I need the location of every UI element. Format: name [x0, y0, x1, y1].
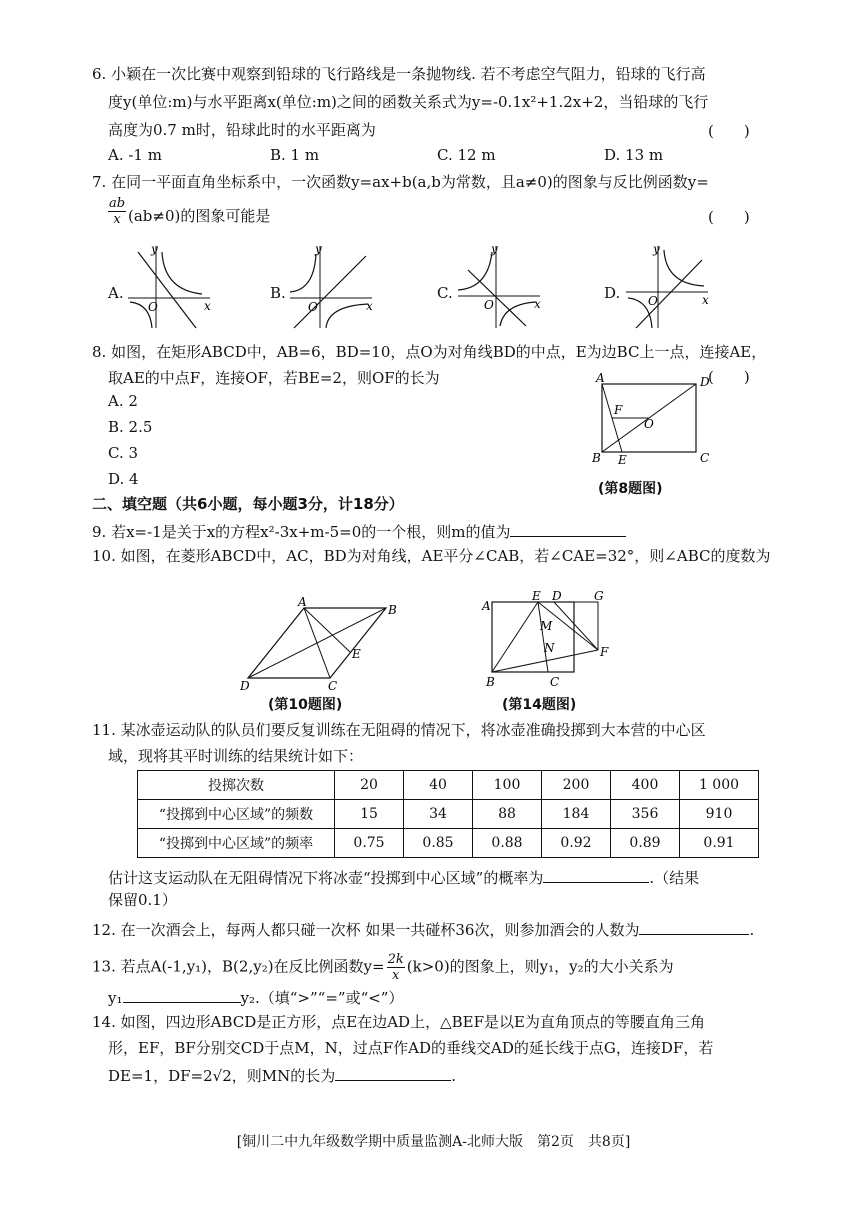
- q6-option-c: C. 12 m: [437, 146, 496, 164]
- svg-text:x: x: [534, 297, 541, 311]
- svg-text:y: y: [491, 242, 498, 256]
- table-cell: 356: [611, 800, 680, 829]
- table-cell: 15: [335, 800, 404, 829]
- q7-line2: (ab≠0)的图象可能是: [128, 207, 271, 225]
- q7-graph-a: [124, 240, 214, 332]
- q13-fraction-den: x: [392, 968, 400, 983]
- q10-figure: [238, 596, 398, 692]
- svg-text:x: x: [204, 299, 211, 313]
- q11-line2: 域，现将其平时训练的结果统计如下：: [108, 747, 364, 765]
- q13-line1: [92, 952, 674, 983]
- svg-text:C: C: [550, 675, 560, 689]
- svg-text:y: y: [315, 242, 322, 256]
- q14-line1: 14. 如图，四边形ABCD是正方形，点E在边AD上，△BEF是以E为直角顶点的等腰直角三角: [92, 1013, 705, 1031]
- q8-option-c: C. 3: [108, 444, 139, 462]
- svg-text:O: O: [648, 294, 658, 308]
- svg-text:D: D: [552, 589, 562, 603]
- table-cell: “投掷到中心区域”的频率: [138, 829, 335, 858]
- table-cell: 910: [680, 800, 759, 829]
- q12-text: 12. 在一次酒会上，每两人都只碰一次杯 如果一共碰杯36次，则参加酒会的人数为 .: [92, 918, 754, 940]
- q11-note: .（结果: [649, 869, 700, 887]
- q8-option-b: B. 2.5: [108, 418, 153, 436]
- table-cell: 88: [473, 800, 542, 829]
- q7-option-d: D.: [604, 284, 621, 302]
- svg-text:O: O: [484, 298, 494, 312]
- q11-blank: [543, 866, 649, 883]
- table-cell: 0.88: [473, 829, 542, 858]
- table-cell: 投掷次数: [138, 771, 335, 800]
- table-cell: 40: [404, 771, 473, 800]
- q14-line2: 形，EF，BF分别交CD于点M，N，过点F作AD的垂线交AD的延长线于点G，连接DF，若: [108, 1039, 714, 1057]
- svg-text:B: B: [486, 675, 495, 689]
- q10-caption: (第10题图): [268, 697, 343, 713]
- svg-text:B: B: [592, 451, 601, 465]
- q6-line2: 度y(单位:m)与水平距离x(单位:m)之间的函数关系式为y=-0.1x²+1.2x+2，当铅球的飞行: [108, 93, 709, 111]
- table-cell: 20: [335, 771, 404, 800]
- q7-option-c: C.: [437, 284, 453, 302]
- q14-stem: DE=1，DF=2√2，则MN的长为: [108, 1067, 336, 1085]
- table-cell: 1 000: [680, 771, 759, 800]
- q7-line1: 7. 在同一平面直角坐标系中，一次函数y=ax+b(a,b为常数，且a≠0)的图象与反比例函数y=: [92, 173, 709, 191]
- q7-option-b: B.: [270, 284, 286, 302]
- svg-text:B: B: [388, 603, 397, 617]
- q13-y2-note: y₂.（填“>”“=”或“<”）: [240, 989, 404, 1007]
- q11-stem: 估计这支运动队在无阻碍情况下将冰壶“投掷到中心区域”的概率为: [108, 869, 544, 887]
- q9-blank: [510, 520, 626, 537]
- q7-option-a: A.: [108, 284, 124, 302]
- svg-text:F: F: [614, 403, 623, 417]
- q10-line1: 10. 如图，在菱形ABCD中，AC，BD为对角线，AE平分∠CAB，若∠CAE=32°，则∠ABC的度数为: [92, 547, 771, 565]
- q9-stem: 9. 若x=-1是关于x的方程x²-3x+m-5=0的一个根，则m的值为: [92, 523, 511, 541]
- q6-option-b: B. 1 m: [270, 146, 320, 164]
- q13-stem-a: 13. 若点A(-1,y₁)，B(2,y₂)在反比例函数y=: [92, 957, 385, 976]
- q8-option-d: D. 4: [108, 470, 139, 488]
- q14-figure: [480, 588, 620, 692]
- svg-text:D: D: [700, 375, 710, 389]
- q8-answer-paren: ( ): [708, 368, 750, 386]
- svg-text:x: x: [366, 299, 373, 313]
- svg-text:C: C: [328, 679, 338, 693]
- table-cell: 34: [404, 800, 473, 829]
- q7-fraction-num: ab: [109, 196, 126, 211]
- table-cell: 184: [542, 800, 611, 829]
- table-cell: “投掷到中心区域”的频数: [138, 800, 335, 829]
- svg-text:M: M: [540, 619, 553, 633]
- q12-blank: [639, 918, 749, 935]
- q9-text: [92, 520, 626, 542]
- svg-text:A: A: [298, 595, 307, 609]
- svg-text:N: N: [544, 641, 555, 655]
- svg-text:O: O: [644, 417, 654, 431]
- table-cell: 0.92: [542, 829, 611, 858]
- q8-caption: (第8题图): [598, 481, 663, 497]
- q7-graph-b: [286, 240, 376, 332]
- table-cell: 100: [473, 771, 542, 800]
- q14-blank: [335, 1064, 451, 1081]
- svg-text:O: O: [148, 300, 158, 314]
- q6-option-d: D. 13 m: [604, 146, 664, 164]
- q12-stem: 12. 在一次酒会上，每两人都只碰一次杯 如果一共碰杯36次，则参加酒会的人数为: [92, 921, 640, 939]
- svg-text:A: A: [482, 599, 491, 613]
- q8-line1: 8. 如图，在矩形ABCD中，AB=6，BD=10，点O为对角线BD的中点，E为边BC上一点，连接AE，: [92, 343, 767, 361]
- q7-graph-d: [622, 240, 712, 332]
- q11-line1: 11. 某冰壶运动队的队员们要反复训练在无阻碍的情况下，将冰壶准确投掷到大本营的中心区: [92, 721, 706, 739]
- svg-text:E: E: [352, 647, 361, 661]
- svg-text:E: E: [532, 589, 541, 603]
- table-cell: 0.85: [404, 829, 473, 858]
- q6-answer-paren: ( ): [708, 122, 750, 140]
- svg-text:y: y: [653, 242, 660, 256]
- table-cell: 200: [542, 771, 611, 800]
- q14-caption: (第14题图): [502, 697, 577, 713]
- svg-text:G: G: [594, 589, 604, 603]
- q13-y1: y₁: [108, 989, 123, 1007]
- q7-graph-c: [454, 240, 544, 332]
- svg-text:E: E: [618, 453, 627, 467]
- svg-text:C: C: [700, 451, 710, 465]
- svg-text:D: D: [240, 679, 250, 693]
- q11-frequency-table: [137, 770, 759, 858]
- svg-text:x: x: [702, 293, 709, 307]
- table-row: [138, 829, 759, 858]
- q13-stem-b: (k>0)的图象上，则y₁，y₂的大小关系为: [406, 957, 674, 976]
- q8-figure: [588, 370, 708, 470]
- page-footer: [铜川二中九年级数学期中质量监测A-北师大版 第2页 共8页]: [236, 1134, 631, 1150]
- q6-option-a: A. -1 m: [108, 146, 162, 164]
- svg-text:y: y: [151, 242, 158, 256]
- q11-line4: 保留0.1）: [108, 891, 177, 909]
- q7-fraction-den: x: [113, 212, 121, 227]
- q14-line3: DE=1，DF=2√2，则MN的长为 .: [108, 1064, 456, 1086]
- table-cell: 0.75: [335, 829, 404, 858]
- q13-blank: [123, 986, 241, 1003]
- svg-text:O: O: [308, 300, 318, 314]
- table-cell: 0.89: [611, 829, 680, 858]
- q6-line3: 高度为0.7 m时，铅球此时的水平距离为: [108, 121, 376, 139]
- q11-line3: [108, 866, 699, 888]
- table-cell: 0.91: [680, 829, 759, 858]
- q6-line1: 6. 小颖在一次比赛中观察到铅球的飞行路线是一条抛物线. 若不考虑空气阻力，铅球的飞行高: [92, 65, 706, 83]
- svg-text:F: F: [600, 645, 609, 659]
- q8-line2: 取AE的中点F，连接OF，若BE=2，则OF的长为: [108, 369, 440, 387]
- table-cell: 400: [611, 771, 680, 800]
- q13-line2: [108, 986, 403, 1008]
- table-row: [138, 800, 759, 829]
- q7-answer-paren: ( ): [708, 208, 750, 226]
- svg-text:A: A: [596, 371, 605, 385]
- q7-fraction: [108, 196, 126, 227]
- q13-fraction-num: 2k: [387, 952, 404, 967]
- table-row: [138, 771, 759, 800]
- q8-option-a: A. 2: [108, 392, 138, 410]
- section-fill-in-title: 二、填空题（共6小题，每小题3分，计18分）: [92, 495, 404, 513]
- q13-fraction: [387, 952, 405, 983]
